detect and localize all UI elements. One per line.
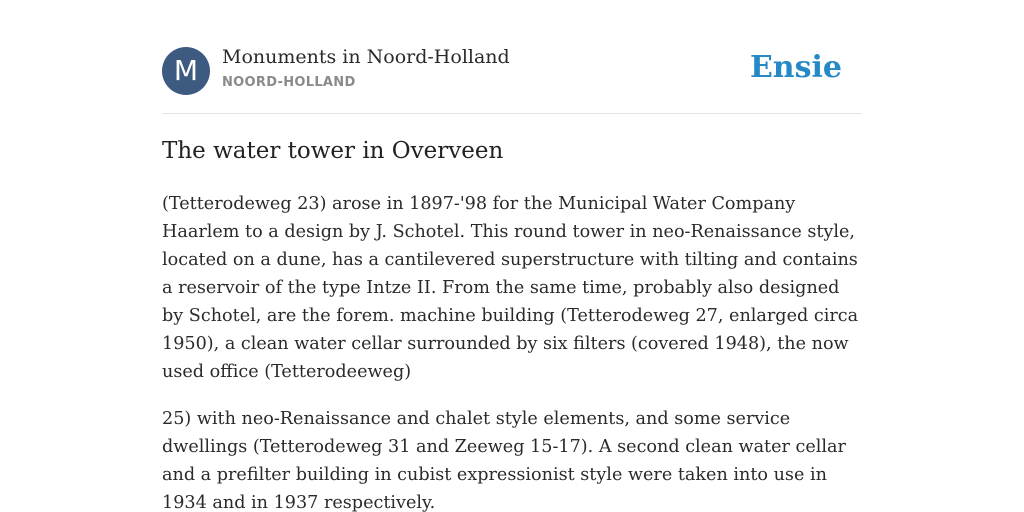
article-paragraph-1: (Tetterodeweg 23) arose in 1897-'98 for the Municipal Water Company Haarlem to a design by J. Schotel. This round tower in neo-Renaissance style, located on a dune, has a cantilevered superstructure with tilting and contains a reservoir of the type Intze II. From the same time, probably also designed by Schotel, are the forem. machine building (Tetterodeweg 27, enlarged circa 1950), a clean water cellar surrounded by six filters (covered 1948), the now used office (Tetterodeeweg) <box>162 194 859 382</box>
article-paragraph-2: 25) with neo-Renaissance and chalet style elements, and some service dwellings (Tetterodeweg 31 and Zeeweg 15-17). A second clean water cellar and a prefilter building in cubist expressionist style were taken into use in 1934 and in 1937 respectively. <box>162 409 846 512</box>
brand-logo[interactable]: Ensie <box>749 50 842 85</box>
header <box>162 46 862 96</box>
divider <box>162 113 862 114</box>
source-subtitle[interactable]: NOORD-HOLLAND <box>222 75 356 90</box>
article-title: The water tower in Overveen <box>162 138 504 164</box>
avatar[interactable]: M <box>162 47 210 95</box>
source-title[interactable]: Monuments in Noord-Holland <box>222 46 510 68</box>
